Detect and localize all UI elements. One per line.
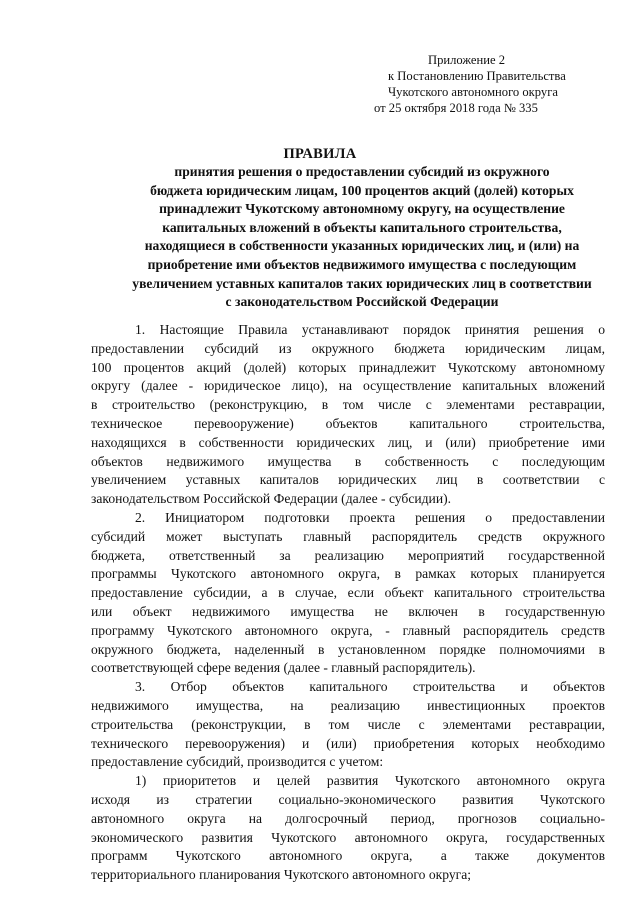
appendix-government: Чукотского автономного округа [388,85,558,99]
text-line: увеличением уставных капиталов юридических лиц в соответствии с [91,472,605,488]
text-line: законодательством Российской Федерации (далее - субсидии). [91,491,452,507]
text-line: бюджета, ответственный за реализацию мероприятий государственной [91,547,605,563]
text-line: предоставление субсидий, производится с учетом: [91,754,384,770]
subtitle-line: бюджета юридическим лицам, 100 процентов акций (долей) которых [150,182,574,198]
subtitle-line: с законодательством Российской Федерации [225,294,499,310]
paragraph-3 [91,678,605,772]
subtitle-line: приобретение ими объектов недвижимого имущества с последующим [147,256,577,272]
text-line: территориального планирования Чукотского автономного округа; [91,867,472,883]
text-line: предоставление субсидии, а в случае, если объект капитального строительства [91,585,605,601]
text-line: 1. Настоящие Правила устанавливают порядок принятия решения о [135,322,605,337]
appendix-date: от 25 октября 2018 года № 335 [374,101,538,115]
text-line: автономного округа на долгосрочный период, прогнозов социально- [91,810,605,826]
document-subtitle [110,163,614,312]
text-line: в строительство (реконструкцию, в том числе с элементами реставрации, [91,397,605,413]
text-line: 3. Отбор объектов капитального строительства и объектов [135,679,605,695]
text-line: или объект недвижимого имущества не включен в государственную [91,603,605,619]
subtitle-line: принятия решения о предоставлении субсидий из окружного [174,164,550,179]
text-line: строительства (реконструкции, в том числе с элементами реставрации, [91,716,605,732]
text-line: субсидий может выступать главный распорядитель средств окружного [91,528,605,544]
text-line: недвижимого имущества, на реализацию инвестиционных проектов [91,697,605,713]
text-line: объектов недвижимого имущества в собственность с последующим [91,453,605,469]
paragraph-3-item-1 [91,772,605,885]
subtitle-line: увеличением уставных капиталов таких юридических лиц в соответствии [132,275,592,291]
text-line: программ Чукотского автономного округа, а также документов [91,848,605,864]
subtitle-line: капитальных вложений в объекты капитального строительства, [162,219,562,235]
text-line: 2. Инициатором подготовки проекта решения о предоставлении [135,509,605,525]
text-line: находящихся в собственности юридических лиц, и (или) приобретение ими [91,434,605,450]
text-line: программы Чукотского автономного округа, в рамках которых планируется [91,566,605,582]
text-line: округу (далее - юридическое лицо), на осуществление капитальных вложений [91,378,605,394]
text-line: окружного бюджета, наделенный в установленном порядке полномочиями в [91,641,605,657]
appendix-header [366,52,606,116]
text-line: соответствующей сфере ведения (далее - главный распорядитель). [91,660,476,676]
text-line: предоставлении субсидий из окружного бюджета юридическим лицам, [91,340,605,356]
text-line: 1) приоритетов и целей развития Чукотского автономного округа [135,773,605,789]
text-line: исходя из стратегии социально-экономического развития Чукотского [91,791,605,807]
text-line: 100 процентов акций (долей) которых принадлежит Чукотскому автономному [91,359,605,375]
document-body [91,321,605,885]
subtitle-line: находящиеся в собственности указанных юридических лиц, и (или) на [144,238,580,254]
appendix-number: Приложение 2 [428,53,506,67]
paragraph-2 [91,509,605,678]
text-line: программу Чукотского автономного округа, - главный распорядитель средств [91,622,605,638]
text-line: техническое перевооружение) объектов капитального строительства, [91,415,605,431]
appendix-reference: к Постановлению Правительства [388,69,566,83]
text-line: экономического развития Чукотского автономного округа, государственных [91,829,605,845]
paragraph-1 [91,321,605,509]
text-line: технического перевооружения) и (или) приобретения которых необходимо [91,735,605,751]
subtitle-line: принадлежит Чукотскому автономному округу, на осуществление [159,201,565,217]
document-title: ПРАВИЛА [283,146,357,162]
